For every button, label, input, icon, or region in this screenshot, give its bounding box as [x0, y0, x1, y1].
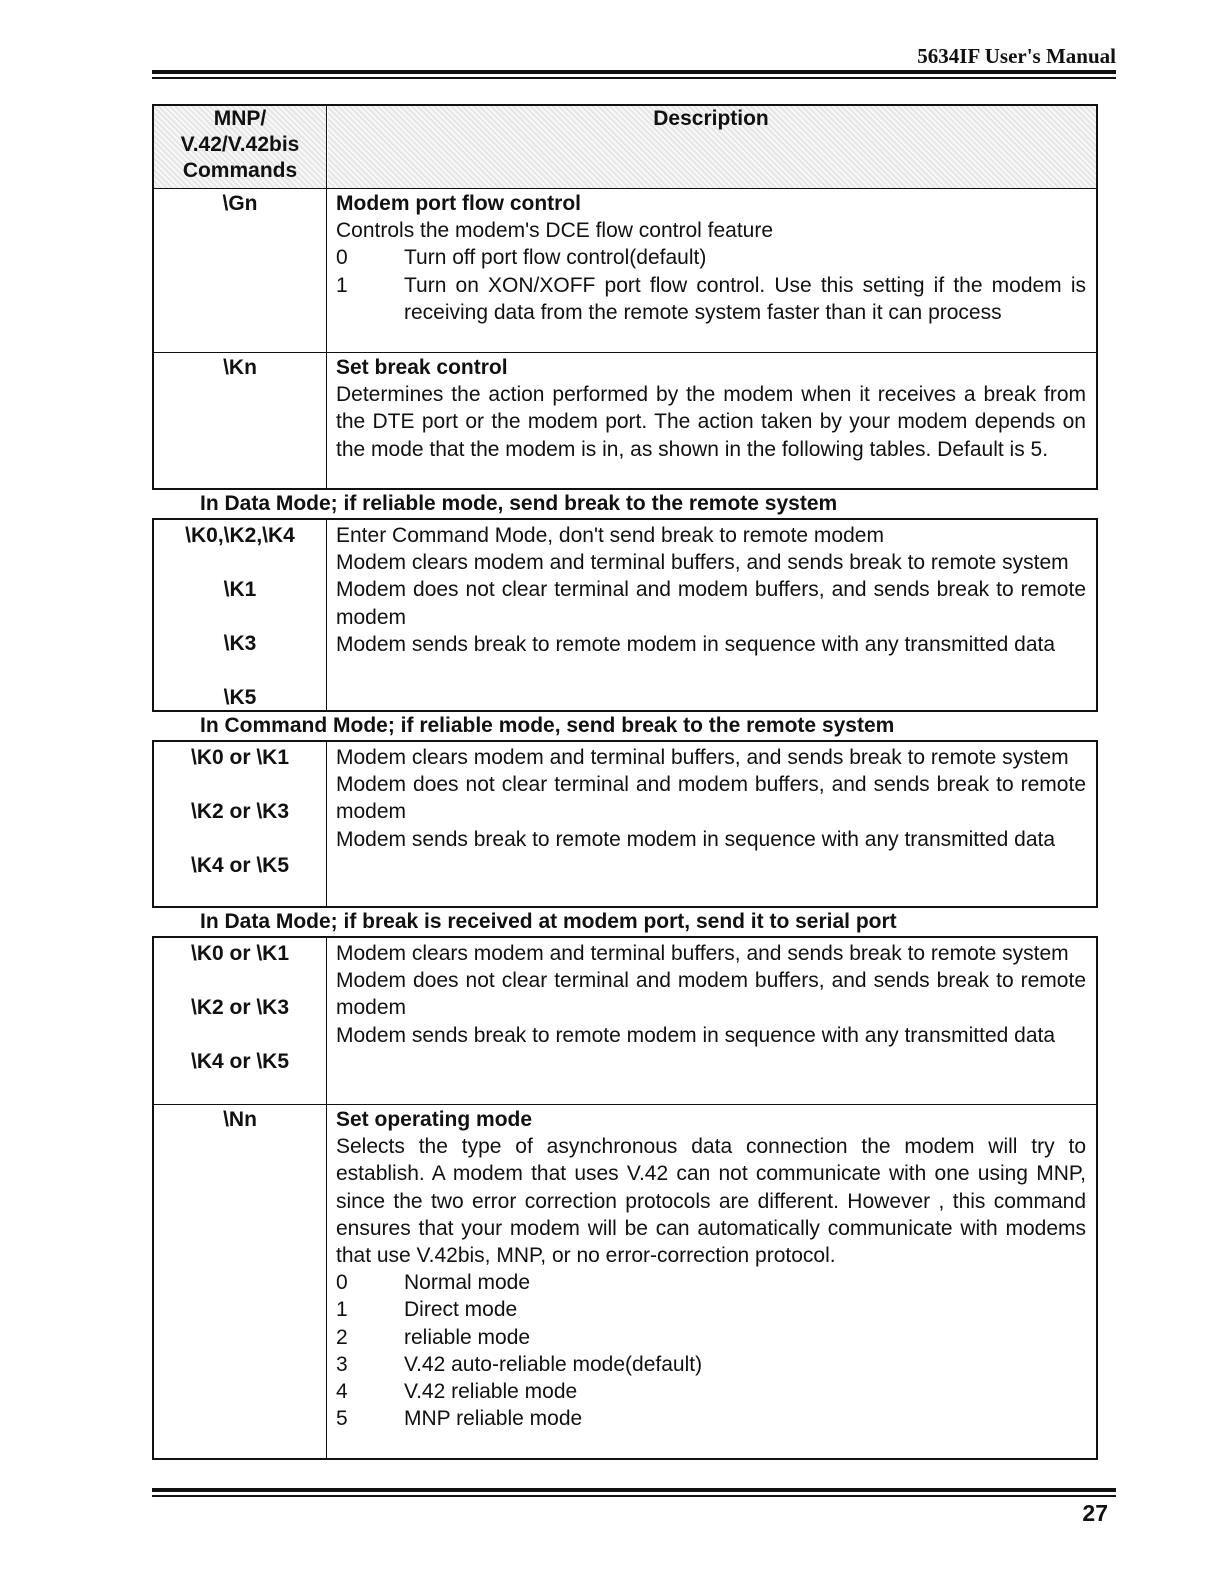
description-nn: Set operating mode Selects the type of asynchronous data connection the modem will try to establish. A modem that uses V.42 can not communicate with one using MNP, since the two error correction protocols are different. However , this command ensures that your modem will be can automatically communicate with modems that use V.42bis, MNP, or no error-correction protocol. 0 Normal mode 1 Direct mode 2 reliable mode 3 V.42 auto-reliable mode(default) 4 V.42 reliable mode 5 MNP reliable mode	[336, 1106, 1086, 1432]
option-row: 4 V.42 reliable mode	[336, 1380, 578, 1404]
command-kn: \Kn	[223, 356, 257, 379]
mode3-command: \K4 or \K5	[190, 1050, 290, 1073]
mode-title-command-reliable: In Command Mode; if reliable mode, send break to the remote system	[200, 714, 895, 737]
command-gn: \Gn	[222, 192, 258, 215]
mode2-command: \K2 or \K3	[190, 800, 290, 823]
description-kn: Set break control Determines the action performed by the modem when it receives a break from the DTE port or the modem port. The action taken by your modem depends on the mode that the modem is in, as shown in the following tables. Default is 5.	[336, 356, 1086, 461]
mode-title-data-reliable: In Data Mode; if reliable mode, send break to the remote system	[200, 492, 838, 515]
header-rule-thin	[152, 77, 1116, 79]
footer-rule-thin	[152, 1495, 1116, 1497]
option-row: 0 Normal mode	[336, 1271, 531, 1295]
mode2-descriptions: Modem clears modem and terminal buffers, and sends break to remote system Modem does not clear terminal and modem buffers, and sends break to remote modem Modem sends break to remote modem in sequence with any transmitted data	[336, 746, 1086, 851]
option-row: 1 Turn on XON/XOFF port flow control. Use this setting if the modem is receiving data from the remote system faster than it can process	[336, 273, 1086, 324]
mode1-command: \K5	[223, 686, 257, 709]
mode1-descriptions: Enter Command Mode, don't send break to remote modem Modem clears modem and terminal buffers, and sends break to remote system Modem does not clear terminal and modem buffers, and sends break to remote modem Modem sends break to remote modem in sequence with any transmitted data	[336, 524, 1086, 656]
mode-table-data-reliable	[152, 518, 1098, 712]
mode3-command: \K2 or \K3	[190, 996, 290, 1019]
description-gn: Modem port flow control Controls the modem's DCE flow control feature 0 Turn off port flow control(default) 1 Turn on XON/XOFF port flow control. Use this setting if the modem is receiving data from the remote system faster than it can process	[336, 190, 1086, 326]
option-row: 5 MNP reliable mode	[336, 1407, 583, 1431]
page-number: 27	[1082, 1500, 1108, 1526]
header-rule	[152, 70, 1116, 74]
footer-rule	[152, 1488, 1116, 1492]
mode3-command: \K0 or \K1	[190, 942, 290, 965]
page-header-title: 5634IF User's Manual	[917, 44, 1116, 68]
option-row: 1 Direct mode	[336, 1298, 518, 1322]
column-header-description: Description	[653, 107, 769, 130]
option-row: 0 Turn off port flow control(default)	[336, 246, 707, 270]
mode2-command: \K0 or \K1	[190, 746, 290, 769]
mode1-command: \K0,\K2,\K4	[185, 524, 295, 547]
command-table-top	[152, 104, 1098, 490]
mode-table-data-break-received	[152, 936, 1098, 1460]
option-row: 2 reliable mode	[336, 1325, 531, 1349]
column-header-commands: MNP/ V.42/V.42bis Commands	[180, 107, 300, 182]
option-row: 3 V.42 auto-reliable mode(default)	[336, 1352, 703, 1376]
mode-table-command-reliable	[152, 740, 1098, 908]
mode-title-data-break-received: In Data Mode; if break is received at modem port, send it to serial port	[200, 910, 897, 933]
command-nn: \Nn	[223, 1108, 257, 1131]
mode1-command: \K1	[223, 578, 257, 601]
mode3-descriptions: Modem clears modem and terminal buffers, and sends break to remote system Modem does not clear terminal and modem buffers, and sends break to remote modem Modem sends break to remote modem in sequence with any transmitted data	[336, 942, 1086, 1047]
mode1-command: \K3	[223, 632, 257, 655]
mode2-command: \K4 or \K5	[190, 854, 290, 877]
